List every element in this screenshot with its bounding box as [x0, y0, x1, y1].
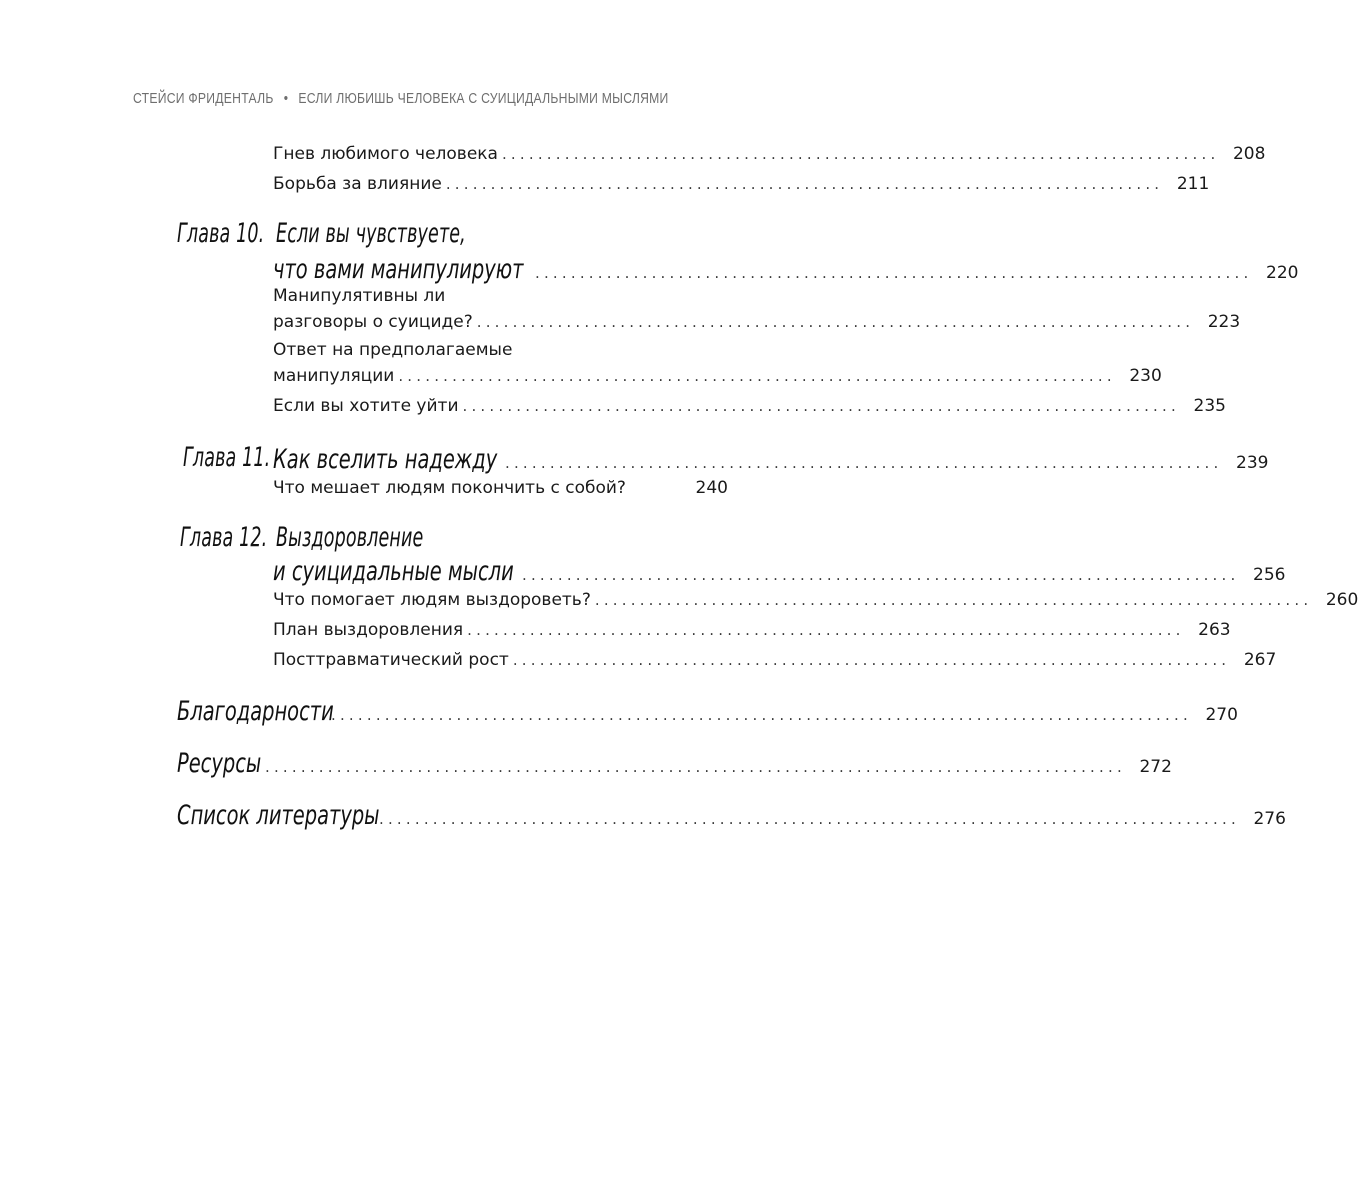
toc-entry-title-line1: Манипулятивны ли — [273, 286, 446, 306]
dot-leader: ................................................................................ — [522, 566, 1240, 584]
toc-entry-page: 256 — [1253, 565, 1286, 585]
dot-leader: ................................................................................ — [398, 367, 1116, 385]
toc-entry[interactable] — [273, 312, 1241, 332]
toc-entry-title: Посттравматический рост — [273, 650, 509, 670]
chapter-10-label: Глава 10. — [177, 218, 265, 249]
backmatter-title: Ресурсы — [177, 748, 262, 779]
toc-backmatter-entry[interactable] — [177, 800, 1286, 831]
dot-leader: ................................................................................ — [462, 397, 1180, 415]
chapter-10-title-line1: Если вы чувствуете, — [276, 218, 466, 249]
toc-entry-page: 220 — [1266, 263, 1299, 283]
toc-entry[interactable] — [273, 366, 1162, 386]
dot-leader: ................................................................................ — [501, 145, 1220, 163]
toc-entry-title: Гнев любимого человека — [273, 144, 498, 164]
toc-entry-page: 239 — [1236, 453, 1269, 473]
toc-entry-page: 240 — [695, 478, 728, 498]
toc-entry-title: План выздоровления — [273, 620, 464, 640]
toc-entry-page: 260 — [1325, 590, 1358, 610]
dot-leader: ................................................................................ — [535, 264, 1253, 282]
toc-entry-title: Что помогает людям выздороветь? — [273, 590, 591, 610]
toc-chapter-entry[interactable] — [273, 556, 1286, 587]
toc-entry-title: Если вы хотите уйти — [273, 396, 459, 416]
toc-entry-title: Борьба за влияние — [273, 174, 442, 194]
chapter-12-title-line2: и суицидальные мысли — [273, 556, 514, 587]
chapter-10-title-line1-wrap — [276, 218, 540, 249]
toc-entry-page: 272 — [1139, 757, 1172, 777]
toc-entry-page: 276 — [1253, 809, 1286, 829]
dot-leader: ................................................................................ — [476, 313, 1195, 331]
running-head — [133, 91, 669, 107]
toc-entry-title: Что мешает людям покончить с собой? — [273, 478, 626, 498]
running-head-author: СТЕЙСИ ФРИДЕНТАЛЬ — [133, 91, 274, 107]
toc-entry-page: 263 — [1198, 620, 1231, 640]
toc-entry-page: 211 — [1176, 174, 1210, 194]
toc-entry[interactable] — [273, 650, 1277, 670]
toc-entry[interactable] — [273, 590, 1358, 610]
dot-leader: ................................................................................................ — [331, 706, 1192, 724]
dot-leader: ................................................................................ — [512, 651, 1231, 669]
toc-entry[interactable] — [273, 396, 1226, 416]
toc-chapter-entry[interactable] — [273, 444, 1269, 475]
toc-backmatter-entry[interactable] — [177, 696, 1238, 727]
toc-entry-page: 223 — [1207, 312, 1241, 332]
chapter-12-label: Глава 12. — [180, 522, 268, 553]
chapter-10-title-line2: что вами манипулируют — [273, 254, 524, 285]
dot-leader: ................................................................................ — [445, 175, 1164, 193]
toc-entry-page: 235 — [1193, 396, 1226, 416]
dot-leader: ................................................................................................ — [265, 758, 1126, 776]
chapter-12-title-line1-wrap — [276, 522, 481, 553]
toc-entry-page: 267 — [1243, 650, 1277, 670]
dot-leader: ................................................................................ — [505, 454, 1223, 472]
toc-entry-page: 230 — [1129, 366, 1162, 386]
dot-leader: ................................................................................................ — [379, 810, 1240, 828]
toc-entry[interactable] — [273, 144, 1266, 164]
chapter-11-label: Глава 11. — [183, 442, 271, 473]
backmatter-title: Благодарности — [177, 696, 334, 727]
toc-entry[interactable] — [273, 478, 728, 498]
running-head-separator: • — [283, 91, 289, 107]
toc-entry-page: 208 — [1232, 144, 1266, 164]
toc-entry[interactable] — [273, 174, 1210, 194]
dot-leader: ................................................................................ — [467, 621, 1185, 639]
toc-chapter-entry[interactable] — [273, 254, 1299, 285]
toc-entry-page: 270 — [1205, 705, 1238, 725]
toc-entry-title-line1: Ответ на предполагаемые — [273, 340, 513, 360]
toc-backmatter-entry[interactable] — [177, 748, 1172, 779]
chapter-12-title-line1: Выздоровление — [276, 522, 424, 553]
backmatter-title: Список литературы — [177, 800, 380, 831]
dot-leader: ................................................................................ — [594, 591, 1313, 609]
chapter-11-title: Как вселить надежду — [273, 444, 498, 475]
toc-entry-title: разговоры о суициде? — [273, 312, 473, 332]
toc-entry-title: манипуляции — [273, 366, 395, 386]
running-head-book-title: ЕСЛИ ЛЮБИШЬ ЧЕЛОВЕКА С СУИЦИДАЛЬНЫМИ МЫСЛЯМИ — [298, 91, 669, 107]
toc-entry[interactable] — [273, 620, 1231, 640]
